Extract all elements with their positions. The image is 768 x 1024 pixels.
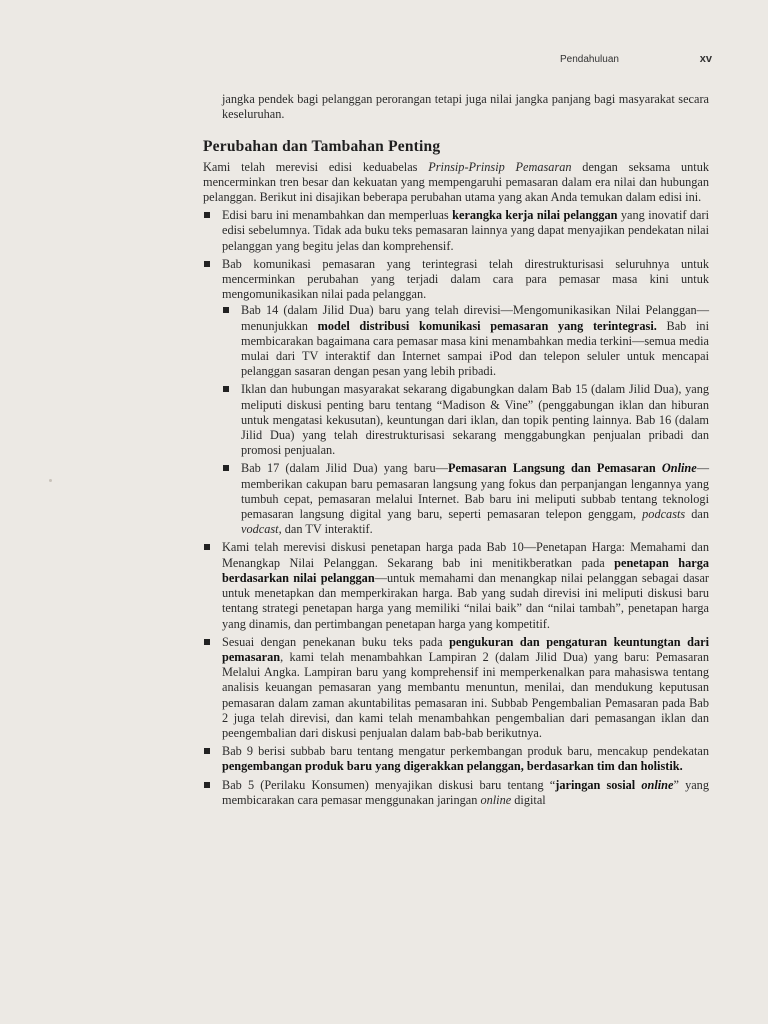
running-header bbox=[560, 53, 712, 65]
scan-speck bbox=[49, 479, 52, 482]
square-bullet-icon bbox=[223, 386, 229, 392]
list-item: Bab komunikasi pemasaran yang terintegrasi telah direstrukturisasi seluruhnya untuk mencerminkan perubahan yang terjadi dalam cara para pemasar masa kini untuk mengomunikasikan nilai pada pelanggan. Bab 14 (dalam Jilid Dua) baru yang telah direvisi—Mengomunikasikan Nilai Pelanggan—menunjukkan model distribusi komunikasi pemasaran yang terintegrasi. Bab ini membicarakan bagaimana cara pemasar masa kini menambahkan media terkini—semua media mulai dari TV interaktif dan Internet sampai iPod dan telepon seluler untuk mencapai pelanggan sasaran dengan pesan yang lebih pribadi. Iklan dan hubungan masyarakat sekarang digabungkan dalam Bab 15 (dalam Jilid Dua), yang meliputi diskusi penting baru tentang “Madison & Vine” (penggabungan iklan dan hiburan untuk mengatasi kekusutan), keuntungan dari iklan, dan topik penting lainnya. Bab 16 (dalam Jilid Dua) yang telah direstrukturisasi sekarang menggabungkan penjualan pribadi dan promosi penjualan. Bab 17 (dalam Jilid Dua) yang baru—Pemasaran Langsung dan Pemasaran Online—memberikan cakupan baru pemasaran langsung yang fokus dan perpanjangan lengannya yang tumbuh cepat, pemasaran melalui Internet. Bab baru ini meliputi subbab tentang teknologi pemasaran langsung digital yang baru, seperti pemasaran telepon genggam, podcasts dan vodcast, dan TV interaktif. bbox=[203, 257, 709, 538]
list-item: Sesuai dengan penekanan buku teks pada pengukuran dan pengaturan keuntungtan dari pemasaran, kami telah menambahkan Lampiran 2 (dalam Jilid Dua) yang baru: Pemasaran Melalui Angka. Lampiran baru yang komprehensif ini memperkenalkan para mahasiswa tentang analisis keuangan pemasaran yang membantu menuntun, menilai, dan mendukung keputusan pemasaran dalam zaman akuntabilitas pemasaran ini. Subbab Pengembalian Pemasaran pada Bab 2 juga telah direvisi, dan kami telah menambahkan pengembalian dari pemasangan iklan dan peengembalian dari diskusi penjualan dalam bab-bab berikutnya. bbox=[203, 635, 709, 741]
square-bullet-icon bbox=[204, 544, 210, 550]
square-bullet-icon bbox=[204, 212, 210, 218]
changes-list bbox=[203, 208, 709, 808]
square-bullet-icon bbox=[204, 782, 210, 788]
sub-list bbox=[222, 303, 709, 537]
list-item: Edisi baru ini menambahkan dan memperluas kerangka kerja nilai pelanggan yang inovatif dari edisi sebelumnya. Tidak ada buku teks pemasaran lainnya yang dapat menyajikan pendekatan nilai pelanggan yang begitu jelas dan komprehensif. bbox=[203, 208, 709, 254]
lead-paragraph: Kami telah merevisi edisi keduabelas Prinsip-Prinsip Pemasaran dengan seksama untuk mencerminkan tren besar dan kekuatan yang mempengaruhi pemasaran dalam era nilai dan hubungan pelanggan. Berikut ini disajikan beberapa perubahan utama yang akan Anda temukan dalam edisi ini. bbox=[203, 159, 709, 205]
square-bullet-icon bbox=[204, 261, 210, 267]
book-title: Prinsip-Prinsip Pemasaran bbox=[428, 159, 572, 174]
section-heading: Perubahan dan Tambahan Penting bbox=[203, 138, 441, 156]
list-item: Bab 9 berisi subbab baru tentang mengatur perkembangan produk baru, mencakup pendekatan pengembangan produk baru yang digerakkan pelanggan, berdasarkan tim dan holistik. bbox=[203, 744, 709, 774]
square-bullet-icon bbox=[223, 307, 229, 313]
list-item: Bab 5 (Perilaku Konsumen) menyajikan diskusi baru tentang “jaringan sosial online” yang membicarakan cara pemasar menggunakan jaringan online digital bbox=[203, 778, 709, 808]
list-item: Kami telah merevisi diskusi penetapan harga pada Bab 10—Penetapan Harga: Memahami dan Menangkap Nilai Pelanggan. Sekarang bab ini menitikberatkan pada penetapan harga berdasarkan nilai pelanggan—untuk memahami dan menangkap nilai pelanggan sebagai dasar untuk menetapkan dan memperkirakan harga. Bab yang sudah direvisi ini meliputi diskusi baru tentang strategi penetapan harga yang memiliki “nilai baik” dan “nilai tambah”, penetapan harga yang dinamis, dan pertimbangan penetapan harga yang kompetitif. bbox=[203, 540, 709, 631]
square-bullet-icon bbox=[204, 748, 210, 754]
page-number: xv bbox=[699, 53, 712, 65]
sub-list-item: Bab 17 (dalam Jilid Dua) yang baru—Pemasaran Langsung dan Pemasaran Online—memberikan cakupan baru pemasaran langsung yang fokus dan perpanjangan lengannya yang tumbuh cepat, pemasaran melalui Internet. Bab baru ini meliputi subbab tentang teknologi pemasaran langsung digital yang baru, seperti pemasaran telepon genggam, podcasts dan vodcast, dan TV interaktif. bbox=[222, 461, 709, 537]
section-title: Pendahuluan bbox=[560, 54, 619, 65]
square-bullet-icon bbox=[204, 639, 210, 645]
sub-list-item: Iklan dan hubungan masyarakat sekarang digabungkan dalam Bab 15 (dalam Jilid Dua), yang meliputi diskusi penting baru tentang “Madison & Vine” (penggabungan iklan dan hiburan untuk mengatasi kekusutan), keuntungan dari iklan, dan topik penting lainnya. Bab 16 (dalam Jilid Dua) yang telah direstrukturisasi sekarang menggabungkan penjualan pribadi dan promosi penjualan. bbox=[222, 382, 709, 458]
square-bullet-icon bbox=[223, 465, 229, 471]
page-body bbox=[203, 92, 709, 811]
continued-paragraph: jangka pendek bagi pelanggan perorangan tetapi juga nilai jangka panjang bagi masyarakat secara keseluruhan. bbox=[222, 92, 709, 122]
sub-list-item: Bab 14 (dalam Jilid Dua) baru yang telah direvisi—Mengomunikasikan Nilai Pelanggan—menunjukkan model distribusi komunikasi pemasaran yang terintegrasi. Bab ini membicarakan bagaimana cara pemasar masa kini menambahkan media terkini—semua media mulai dari TV interaktif dan Internet sampai iPod dan telepon seluler untuk mencapai pelanggan sasaran dengan pesan yang lebih pribadi. bbox=[222, 303, 709, 379]
